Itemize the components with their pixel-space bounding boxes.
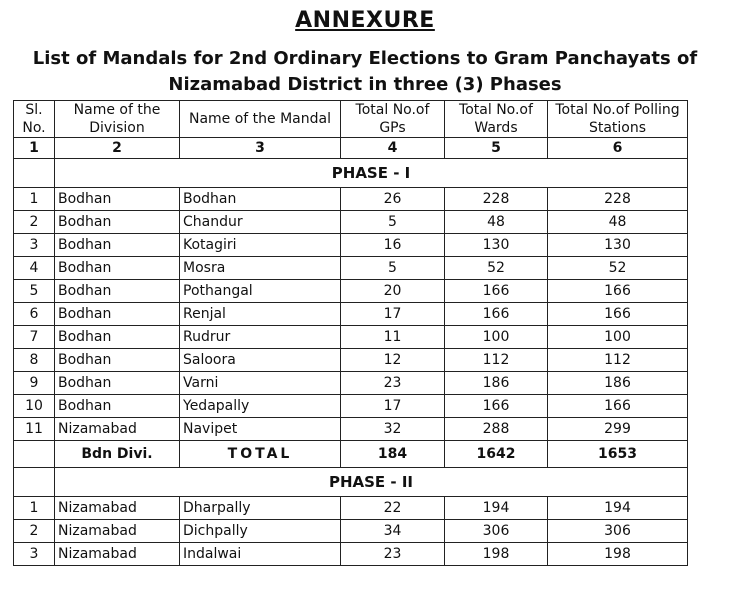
cell-sl-no: 3 [14,543,55,566]
header-mandal: Name of the Mandal [180,101,341,138]
table-row [14,349,688,372]
column-number-row [14,138,688,159]
cell-wards: 166 [445,303,548,326]
total-gps: 184 [341,441,445,468]
cell-wards: 52 [445,257,548,280]
cell-sl-no: 9 [14,372,55,395]
document-subtitle [20,46,710,98]
cell-mandal: Pothangal [180,280,341,303]
cell-mandal: Bodhan [180,188,341,211]
cell-wards: 194 [445,497,548,520]
table-row [14,188,688,211]
cell-polling-stations: 186 [548,372,688,395]
cell-division: Bodhan [55,349,180,372]
cell-sl-no: 2 [14,520,55,543]
column-number: 2 [55,138,180,159]
cell-gps: 11 [341,326,445,349]
cell-mandal: Navipet [180,418,341,441]
column-number: 4 [341,138,445,159]
table-row [14,520,688,543]
cell-mandal: Renjal [180,303,341,326]
total-label: TOTAL [180,441,341,468]
cell-wards: 166 [445,280,548,303]
cell-wards: 288 [445,418,548,441]
cell-gps: 12 [341,349,445,372]
cell-division: Nizamabad [55,497,180,520]
cell-sl-no: 6 [14,303,55,326]
table-row [14,211,688,234]
subtitle-line-2: Nizamabad District in three (3) Phases [168,74,562,95]
total-polling-stations: 1653 [548,441,688,468]
cell-gps: 26 [341,188,445,211]
table-row [14,234,688,257]
cell-polling-stations: 228 [548,188,688,211]
cell-polling-stations: 48 [548,211,688,234]
cell-gps: 20 [341,280,445,303]
cell-polling-stations: 112 [548,349,688,372]
cell-wards: 228 [445,188,548,211]
cell-wards: 48 [445,211,548,234]
cell-mandal: Chandur [180,211,341,234]
table-row [14,418,688,441]
column-number: 1 [14,138,55,159]
cell-gps: 5 [341,211,445,234]
cell-polling-stations: 306 [548,520,688,543]
column-number: 3 [180,138,341,159]
mandals-table [13,100,688,566]
column-number: 5 [445,138,548,159]
table-row [14,257,688,280]
cell-sl-no: 1 [14,497,55,520]
cell-polling-stations: 52 [548,257,688,280]
header-polling-stations: Total No.of Polling Stations [548,101,688,138]
cell-division: Bodhan [55,303,180,326]
cell-wards: 186 [445,372,548,395]
phase-2-heading-row [14,468,688,497]
cell-division: Bodhan [55,372,180,395]
cell-mandal: Dharpally [180,497,341,520]
cell-gps: 5 [341,257,445,280]
table-row [14,372,688,395]
cell-polling-stations: 198 [548,543,688,566]
cell-sl-no: 10 [14,395,55,418]
cell-wards: 100 [445,326,548,349]
header-gps: Total No.of GPs [341,101,445,138]
cell-sl-no: 4 [14,257,55,280]
header-sl-no: Sl. No. [14,101,55,138]
cell-wards: 166 [445,395,548,418]
cell-sl-no: 1 [14,188,55,211]
cell-polling-stations: 130 [548,234,688,257]
subtitle-line-1: List of Mandals for 2nd Ordinary Elections to Gram Panchayats of [32,48,698,69]
cell-polling-stations: 194 [548,497,688,520]
total-division: Bdn Divi. [55,441,180,468]
phase-1-heading-row [14,159,688,188]
total-wards: 1642 [445,441,548,468]
cell-polling-stations: 166 [548,395,688,418]
cell-sl-no: 8 [14,349,55,372]
cell-wards: 198 [445,543,548,566]
column-number: 6 [548,138,688,159]
cell-mandal: Kotagiri [180,234,341,257]
cell-division: Bodhan [55,257,180,280]
cell-gps: 17 [341,303,445,326]
cell-polling-stations: 166 [548,303,688,326]
cell-mandal: Rudrur [180,326,341,349]
cell-gps: 23 [341,543,445,566]
cell-mandal: Mosra [180,257,341,280]
cell-mandal: Indalwai [180,543,341,566]
cell-sl-no: 2 [14,211,55,234]
cell-division: Bodhan [55,395,180,418]
cell-division: Nizamabad [55,543,180,566]
cell-wards: 306 [445,520,548,543]
cell-gps: 17 [341,395,445,418]
cell-mandal: Saloora [180,349,341,372]
cell-mandal: Yedapally [180,395,341,418]
table-row [14,326,688,349]
cell-division: Bodhan [55,326,180,349]
cell-sl-no: 5 [14,280,55,303]
cell-division: Bodhan [55,280,180,303]
table-row [14,280,688,303]
cell-gps: 22 [341,497,445,520]
phase-1-label: PHASE - I [55,159,688,188]
cell-gps: 23 [341,372,445,395]
cell-gps: 34 [341,520,445,543]
document-title: ANNEXURE [295,8,435,33]
cell-mandal: Varni [180,372,341,395]
cell-sl-no: 7 [14,326,55,349]
phase-2-label: PHASE - II [55,468,688,497]
cell-division: Bodhan [55,188,180,211]
header-wards: Total No.of Wards [445,101,548,138]
cell-mandal: Dichpally [180,520,341,543]
cell-polling-stations: 166 [548,280,688,303]
cell-division: Bodhan [55,234,180,257]
cell-polling-stations: 299 [548,418,688,441]
cell-wards: 112 [445,349,548,372]
cell-division: Nizamabad [55,520,180,543]
cell-gps: 16 [341,234,445,257]
table-row [14,543,688,566]
header-division: Name of the Division [55,101,180,138]
cell-polling-stations: 100 [548,326,688,349]
cell-sl-no: 11 [14,418,55,441]
table-row [14,395,688,418]
phase-1-total-row [14,441,688,468]
header-row [14,101,688,138]
cell-sl-no: 3 [14,234,55,257]
cell-division: Nizamabad [55,418,180,441]
cell-gps: 32 [341,418,445,441]
table-row [14,303,688,326]
cell-division: Bodhan [55,211,180,234]
cell-wards: 130 [445,234,548,257]
table-row [14,497,688,520]
